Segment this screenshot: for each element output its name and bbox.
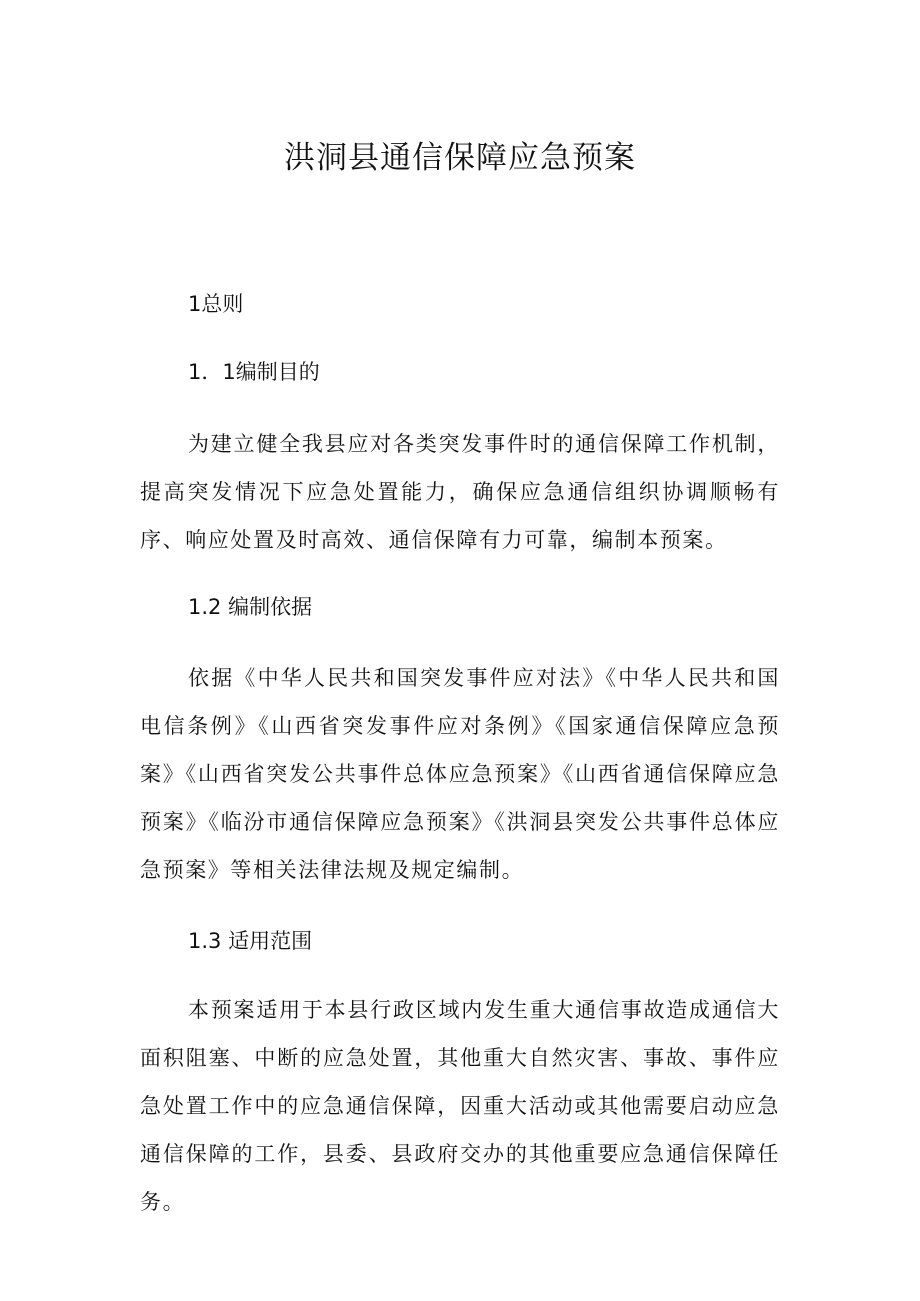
paragraph-basis: 依据《中华人民共和国突发事件应对法》《中华人民共和国电信条例》《山西省突发事件应对条例》《国家通信保障应急预案》《山西省突发公共事件总体应急预案》《山西省通信保障应急预案》《临汾市通信保障应急预案》《洪洞县突发公共事件总体应急预案》等相关法律法规及规定编制。 — [140, 666, 780, 882]
section-heading-general: 1总则 — [188, 292, 244, 316]
paragraph-scope: 本预案适用于本县行政区域内发生重大通信事故造成通信大面积阻塞、中断的应急处置，其他重大自然灾害、事故、事件应急处置工作中的应急通信保障，因重大活动或其他需要启动应急通信保障的工作，县委、县政府交办的其他重要应急通信保障任务。 — [140, 998, 780, 1214]
document-title: 洪洞县通信保障应急预案 — [284, 140, 636, 176]
section-heading-scope: 1.3 适用范围 — [188, 929, 313, 953]
paragraph-purpose: 为建立健全我县应对各类突发事件时的通信保障工作机制，提高突发情况下应急处置能力，确保应急通信组织协调顺畅有序、响应处置及时高效、通信保障有力可靠，编制本预案。 — [140, 432, 780, 552]
section-heading-purpose: 1．1编制目的 — [188, 360, 320, 384]
section-heading-basis: 1.2 编制依据 — [188, 595, 313, 619]
